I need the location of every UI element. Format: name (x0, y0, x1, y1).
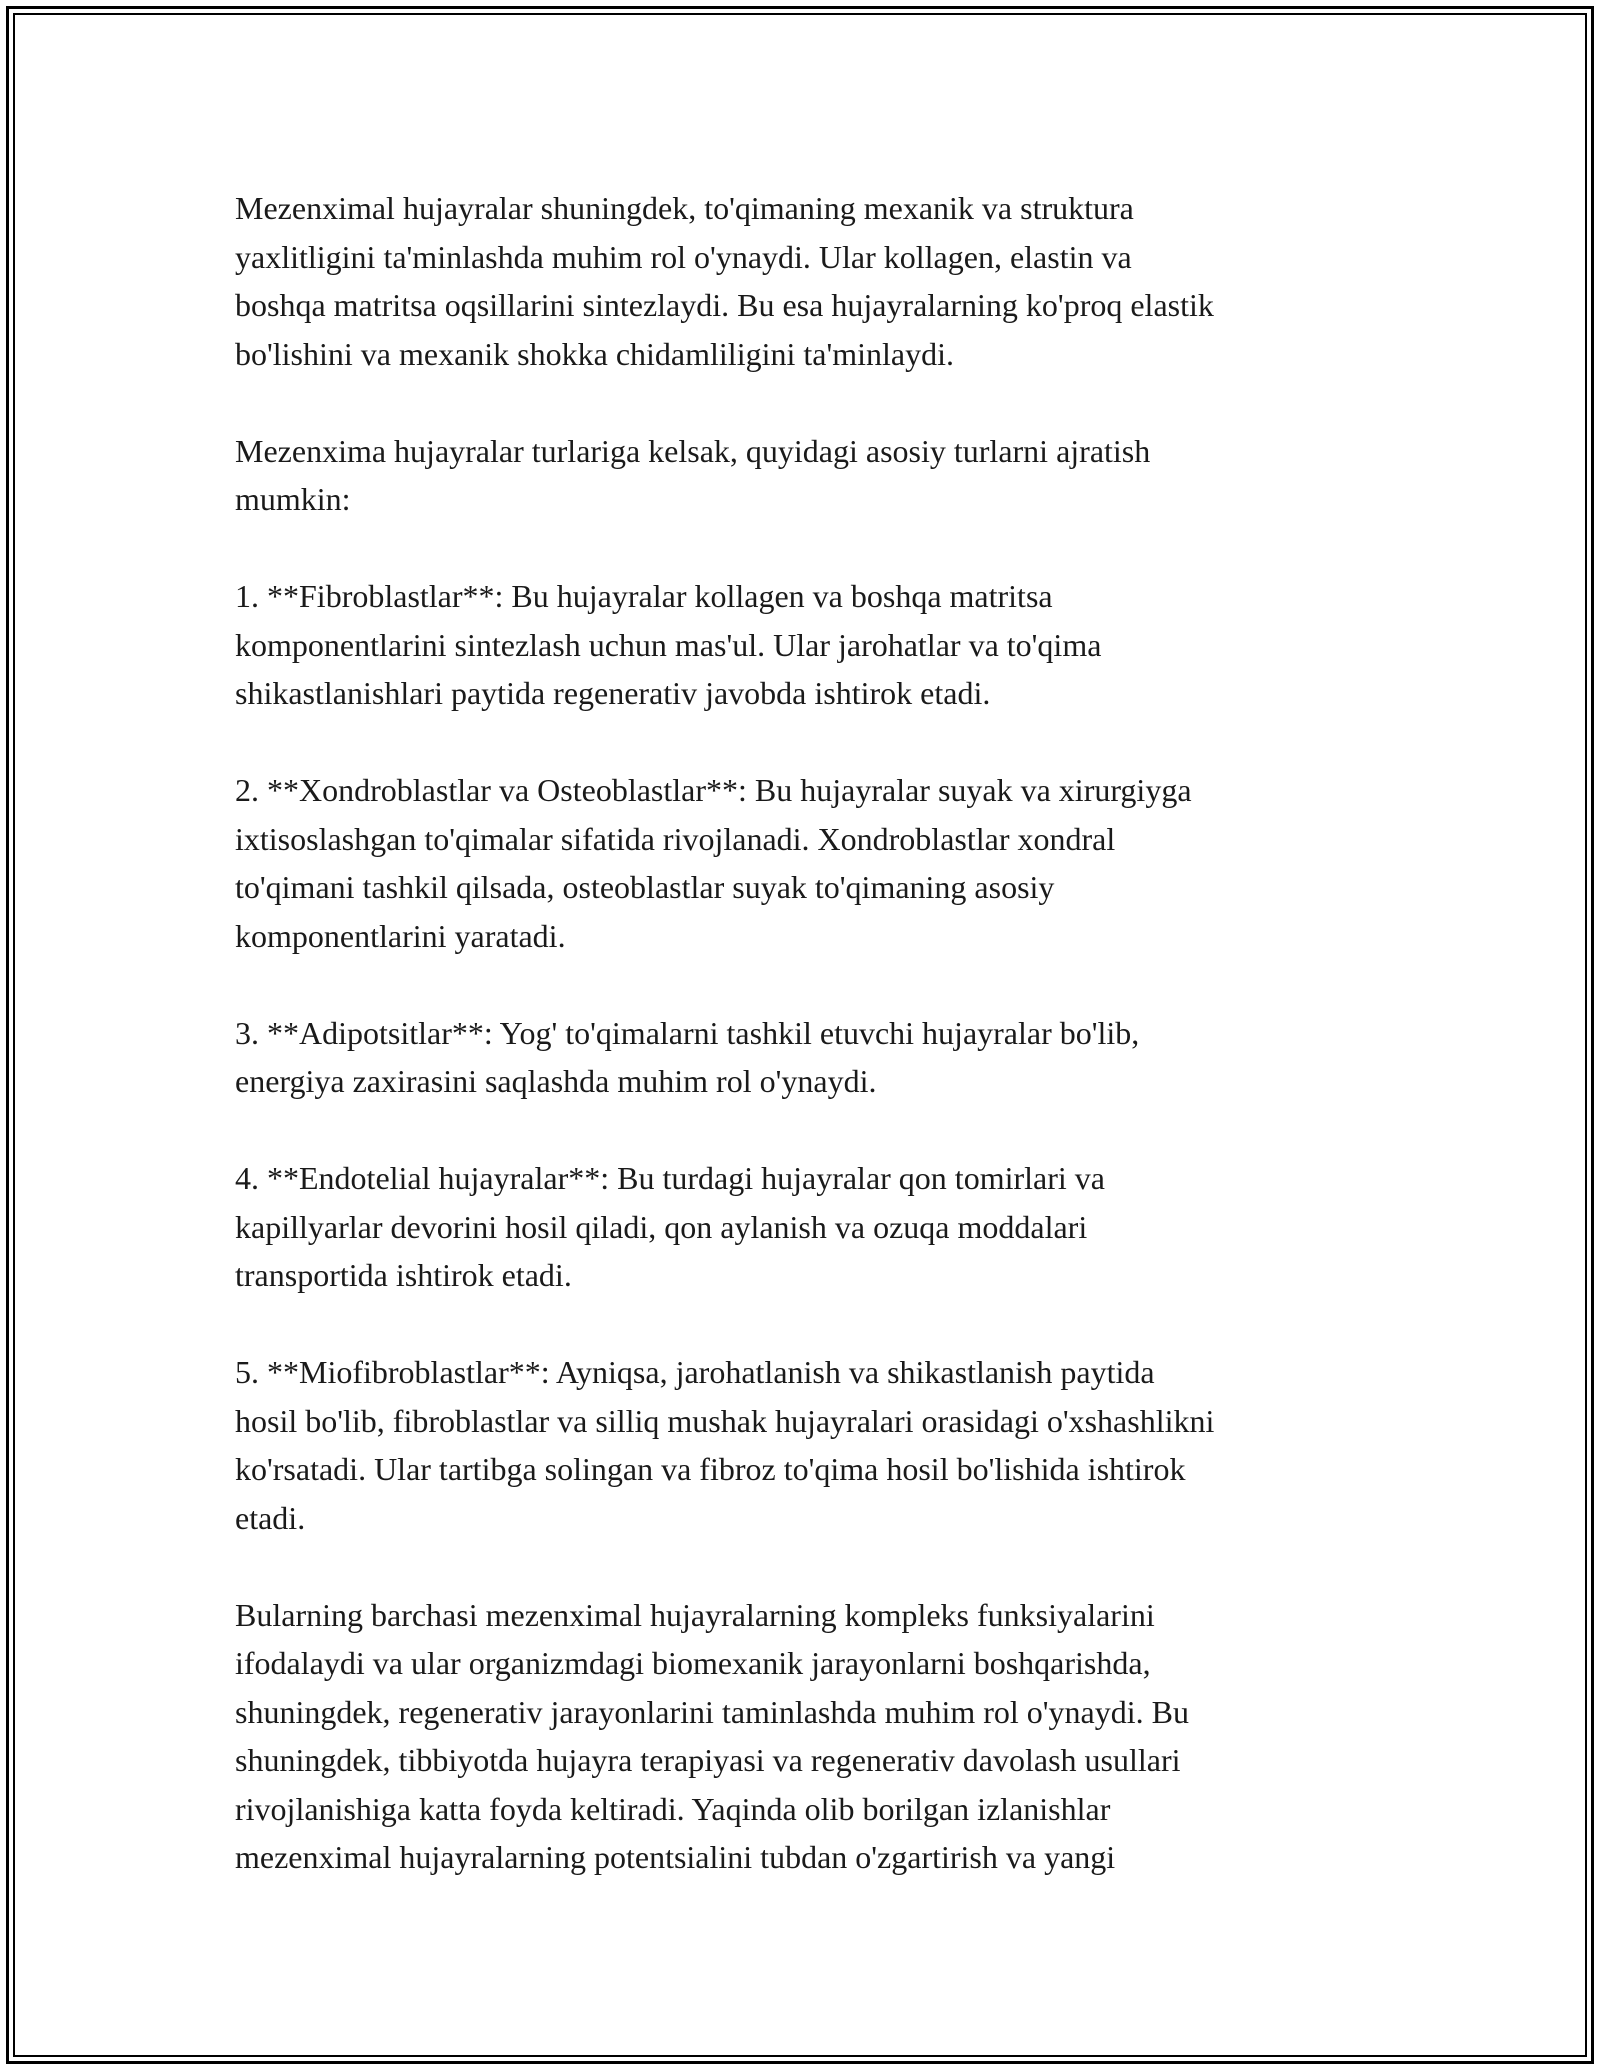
document-body (235, 184, 1385, 1930)
list-item-endothelial: 4. **Endotelial hujayralar**: Bu turdagi hujayralar qon tomirlari va kapillyarlar devorini hosil qiladi, qon aylanish va ozuqa moddalari transportida ishtirok etadi. (235, 1160, 1105, 1293)
list-item-fibroblasts: 1. **Fibroblastlar**: Bu hujayralar kollagen va boshqa matritsa komponentlarini sintezlash uchun mas'ul. Ular jarohatlar va to'qima shikastlanishlari paytida regenerativ javobda ishtirok etadi. (235, 578, 1102, 711)
paragraph-conclusion: Bularning barchasi mezenximal hujayralarning kompleks funksiyalarini ifodalaydi va ular organizmdagi biomexanik jarayonlarni boshqarishda, shuningdek, regenerativ jarayonlarini taminlashda muhim rol o'ynaydi. Bu shuningdek, tibbiyotda hujayra terapiyasi va regenerativ davolash usullari rivojlanishiga katta foyda keltiradi. Yaqinda olib borilgan izlanishlar mezenximal hujayralarning potentsialini tubdan o'zgartirish va yangi (235, 1596, 1189, 1875)
paragraph-intro: Mezenximal hujayralar shuningdek, to'qimaning mexanik va struktura yaxlitligini ta'minlashda muhim rol o'ynaydi. Ular kollagen, elastin va boshqa matritsa oqsillarini sintezlaydi. Bu esa hujayralarning ko'proq elastik bo'lishini va mexanik shokka chidamliligini ta'minlaydi. (235, 190, 1214, 372)
list-item-chondroblasts-osteoblasts: 2. **Xondroblastlar va Osteoblastlar**: Bu hujayralar suyak va xirurgiyga ixtisoslashgan to'qimalar sifatida rivojlanadi. Xondroblastlar xondral to'qimani tashkil qilsada, osteoblastlar suyak to'qimaning asosiy komponentlarini yaratadi. (235, 772, 1192, 954)
list-item-myofibroblasts: 5. **Miofibroblastlar**: Ayniqsa, jarohatlanish va shikastlanish paytida hosil bo'lib, fibroblastlar va silliq mushak hujayralari orasidagi o'xshashlikni ko'rsatadi. Ular tartibga solingan va fibroz to'qima hosil bo'lishida ishtirok etadi. (235, 1354, 1215, 1536)
list-item-adipocytes: 3. **Adipotsitlar**: Yog' to'qimalarni tashkil etuvchi hujayralar bo'lib, energiya zaxirasini saqlashda muhim rol o'ynaydi. (235, 1014, 1140, 1099)
paragraph-types-intro: Mezenxima hujayralar turlariga kelsak, quyidagi asosiy turlarni ajratish mumkin: (235, 432, 1151, 517)
